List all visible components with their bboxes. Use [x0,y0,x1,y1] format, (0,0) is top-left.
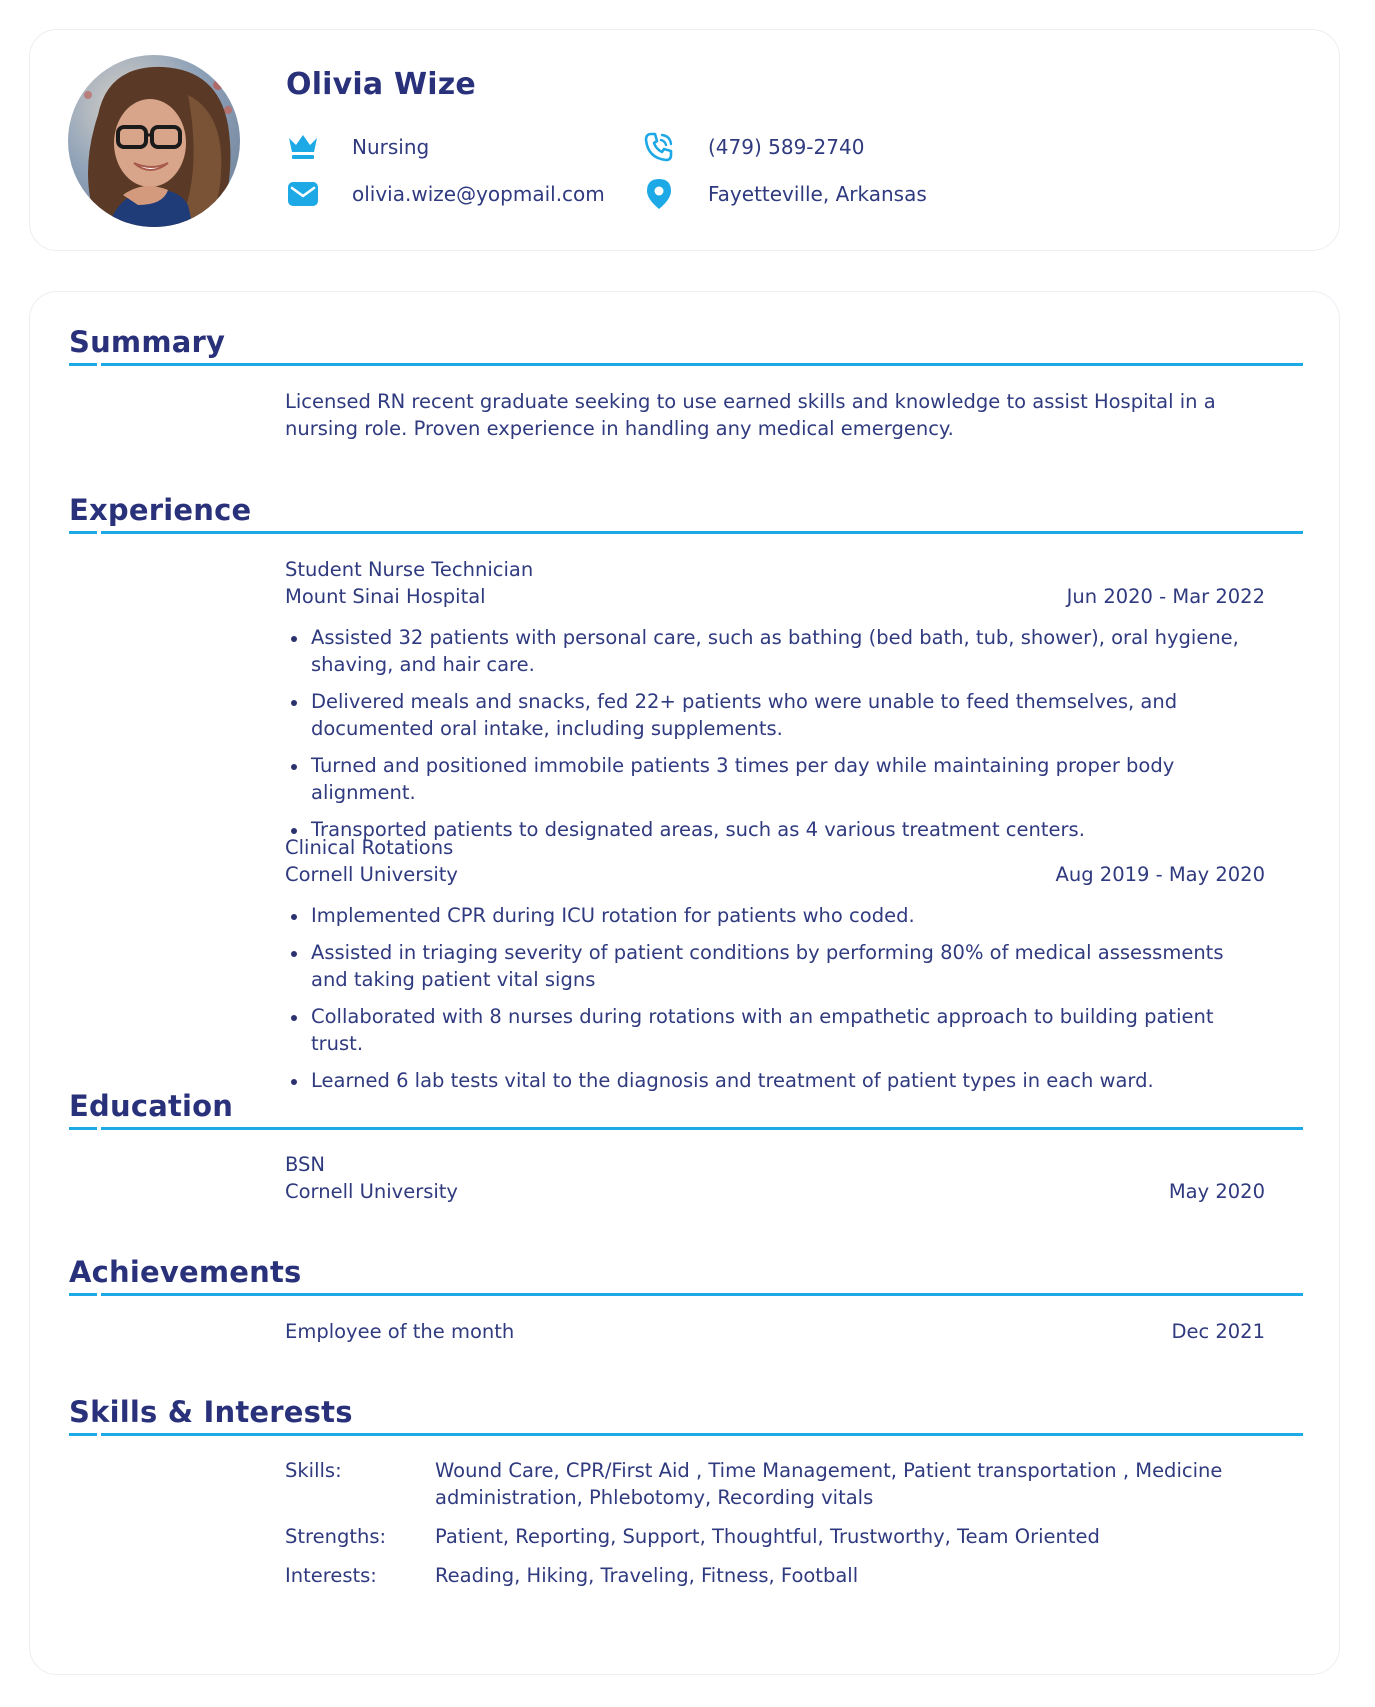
job-organization: Cornell University [285,863,458,886]
summary-section [69,322,1303,366]
skills-heading: Skills & Interests [69,1395,353,1429]
education-section [69,1086,1303,1130]
phone-text[interactable]: (479) 589-2740 [708,135,865,159]
school-name: Cornell University [285,1180,458,1203]
field-text: Nursing [352,135,430,159]
achievement-entry [285,1318,1265,1345]
avatar [68,55,240,227]
degree: BSN [285,1153,325,1176]
interests-label: Interests: [285,1564,377,1587]
experience-entry [285,834,1265,1104]
section-divider [69,1127,1303,1130]
achievements-section [69,1252,1303,1296]
summary-content [285,388,1265,442]
job-role: Clinical Rotations [285,836,454,859]
section-divider [69,1433,1303,1436]
list-item: Turned and positioned immobile patients 3 times per day while maintaining proper body alignment. [285,752,1265,806]
job-role: Student Nurse Technician [285,558,534,581]
email-contact[interactable] [285,176,605,212]
section-divider [69,1293,1303,1296]
experience-entry [285,556,1265,853]
skills-label: Skills: [285,1459,342,1482]
candidate-name: Olivia Wize [286,67,476,102]
graduation-date: May 2020 [1168,1180,1265,1203]
job-org-line [285,861,1265,888]
interests-value: Reading, Hiking, Traveling, Fitness, Football [435,1564,859,1587]
skills-table [285,1457,1265,1601]
email-text[interactable]: olivia.wize@yopmail.com [352,182,605,206]
list-item: Learned 6 lab tests vital to the diagnosis and treatment of patient types in each ward. [285,1067,1265,1094]
resume-body-card [29,291,1340,1675]
job-org-line [285,583,1265,610]
skills-row [285,1457,1265,1511]
job-bullets [285,902,1265,1094]
job-dates: Aug 2019 - May 2020 [1055,863,1265,886]
job-organization: Mount Sinai Hospital [285,585,486,608]
list-item: Implemented CPR during ICU rotation for patients who coded. [285,902,1265,929]
list-item: Transported patients to designated areas, such as 4 various treatment centers. [285,816,1265,843]
location-contact [641,176,927,212]
section-divider [69,363,1303,366]
summary-heading: Summary [69,325,226,359]
skills-section [69,1392,1303,1436]
achievement-line [285,1318,1265,1345]
interests-row [285,1562,1265,1589]
crown-icon [285,129,321,165]
location-pin-icon [641,176,677,212]
achievement-name: Employee of the month [285,1320,515,1343]
job-bullets [285,624,1265,843]
location-text: Fayetteville, Arkansas [708,182,927,206]
experience-heading: Experience [69,493,252,527]
job-dates: Jun 2020 - Mar 2022 [1066,585,1265,608]
list-item: Collaborated with 8 nurses during rotations with an empathetic approach to building patient trust. [285,1003,1265,1057]
section-divider [69,531,1303,534]
experience-section [69,490,1303,534]
education-school-line [285,1178,1265,1205]
strengths-row [285,1523,1265,1550]
profile-photo [68,55,240,227]
achievement-date: Dec 2021 [1171,1320,1265,1343]
email-icon [285,176,321,212]
strengths-value: Patient, Reporting, Support, Thoughtful, Trustworthy, Team Oriented [435,1525,1100,1548]
list-item: Assisted 32 patients with personal care, such as bathing (bed bath, tub, shower), oral hygiene, shaving, and hair care. [285,624,1265,678]
summary-text: Licensed RN recent graduate seeking to use earned skills and knowledge to assist Hospital in a nursing role. Proven experience in handling any medical emergency. [285,390,1216,440]
list-item: Assisted in triaging severity of patient conditions by performing 80% of medical assessments and taking patient vital signs [285,939,1265,993]
phone-contact[interactable] [641,129,864,165]
field-of-work [285,129,429,165]
strengths-label: Strengths: [285,1525,387,1548]
achievements-heading: Achievements [69,1255,302,1289]
profile-header-card [29,29,1340,251]
education-heading: Education [69,1089,234,1123]
education-entry [285,1151,1265,1205]
phone-icon [641,129,677,165]
list-item: Delivered meals and snacks, fed 22+ patients who were unable to feed themselves, and documented oral intake, including supplements. [285,688,1265,742]
skills-value: Wound Care, CPR/First Aid , Time Management, Patient transportation , Medicine administration, Phlebotomy, Recording vitals [435,1459,1223,1509]
